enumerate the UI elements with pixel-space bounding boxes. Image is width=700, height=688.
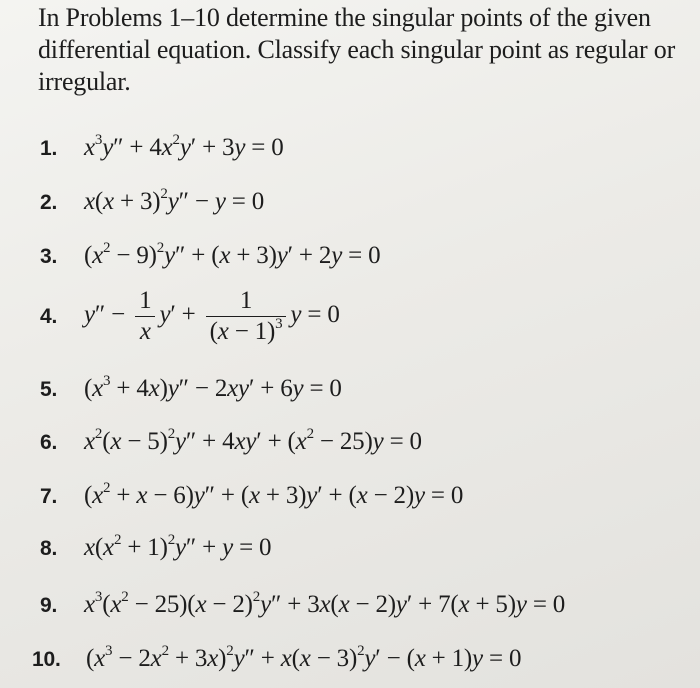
problem-number: 10. [32, 648, 61, 671]
equation: $(x^2 + x - 6)y'' + (x + 3)y' + (x - 2)y = 0$ [84, 480, 464, 509]
problem-8 [40, 534, 271, 562]
problem-7 [40, 482, 463, 510]
problem-number: 2. [40, 191, 58, 214]
problem-5 [40, 375, 342, 403]
equation: $x^3y'' + 4x^2y' + 3y = 0$ [84, 132, 284, 161]
problem-number: 8. [40, 537, 58, 560]
problem-3 [40, 242, 380, 270]
problem-number: 3. [40, 245, 58, 268]
problem-4 [40, 286, 340, 347]
equation: $x(x^2 + 1)^2y'' + y = 0$ [84, 532, 272, 561]
equation: $(x^3 + 4x)y'' - 2xy' + 6y = 0$ [84, 373, 342, 402]
problem-10 [32, 643, 522, 673]
equation: $x^2(x - 5)^2y'' + 4xy' + (x^2 - 25)y = 0$ [84, 426, 422, 455]
problem-number: 9. [40, 594, 58, 617]
problem-number: 6. [40, 431, 58, 454]
equation: $(x^3 - 2x^2 + 3x)^2y'' + x(x - 3)^2y' - (x + 1)y = 0$ [86, 643, 522, 672]
equation: y″ − $\frac{1}{x}$ y′ + $\frac{1}{(x - 1)^3}$ y = 0 [84, 287, 340, 345]
problem-number: 4. [40, 304, 58, 328]
problem-instructions: In Problems 1–10 determine the singular points of the given differential equation. Classify each singular point as regular or irregular. [38, 3, 676, 96]
fraction: $\frac{1}{(x - 1)^3}$ [206, 286, 287, 347]
problem-6 [40, 428, 422, 456]
equation: $x(x + 3)^2y'' - y = 0$ [84, 186, 265, 215]
equation: $x^3(x^2 - 25)(x - 2)^2y'' + 3x(x - 2)y' + 7(x + 5)y = 0$ [84, 589, 566, 618]
problem-number: 7. [40, 485, 58, 508]
problem-9 [40, 591, 565, 619]
problem-1 [40, 134, 284, 162]
fraction: $\frac{1}{x}$ [135, 286, 155, 347]
problem-2 [40, 188, 264, 216]
equation: $(x^2 - 9)^2y'' + (x + 3)y' + 2y = 0$ [84, 240, 381, 269]
problem-number: 1. [40, 137, 58, 160]
problem-number: 5. [40, 378, 58, 401]
